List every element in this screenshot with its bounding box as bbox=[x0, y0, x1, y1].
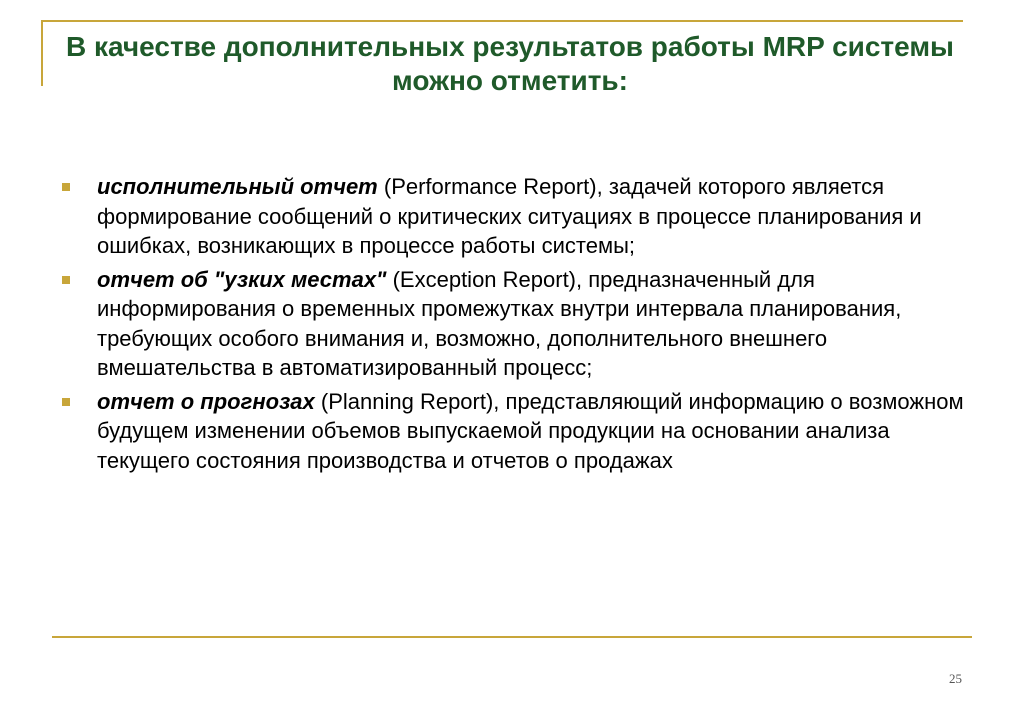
bullet-text: (Exception Report), предназначенный для информирования о временных промежутках внутри интервала планирования, требующих особого внимания и, возможно, дополнительного внешнего вмешательства в автоматизированный процесс; bbox=[97, 266, 902, 380]
bullet-term: исполнительный отчет bbox=[97, 174, 378, 199]
square-bullet-icon bbox=[62, 398, 70, 406]
bullet-text: (Performance Report), задачей которого является формирование сообщений о критических ситуациях в процессе планирования и ошибках, возникающих в процессе работы системы; bbox=[97, 174, 922, 258]
left-border-line bbox=[41, 20, 43, 86]
bullet-item bbox=[58, 172, 968, 261]
square-bullet-icon bbox=[62, 183, 70, 191]
top-border-line bbox=[41, 20, 963, 22]
bullet-list bbox=[58, 172, 968, 475]
bullet-text: (Planning Report), представляющий информацию о возможном будущем изменении объемов выпускаемой продукции на основании анализа текущего состояния производства и отчетов о продажах bbox=[97, 388, 964, 473]
bullet-term: отчет об "узких местах" bbox=[97, 266, 387, 292]
slide-title: В качестве дополнительных результатов работы MRP системы можно отметить: bbox=[66, 31, 954, 96]
bullet-term: отчет о прогнозах bbox=[97, 388, 315, 414]
footer-divider bbox=[52, 636, 972, 638]
slide-body bbox=[58, 172, 968, 479]
square-bullet-icon bbox=[62, 276, 70, 284]
bullet-item bbox=[58, 265, 968, 383]
page-number: 25 bbox=[949, 671, 962, 686]
bullet-item bbox=[58, 387, 968, 476]
